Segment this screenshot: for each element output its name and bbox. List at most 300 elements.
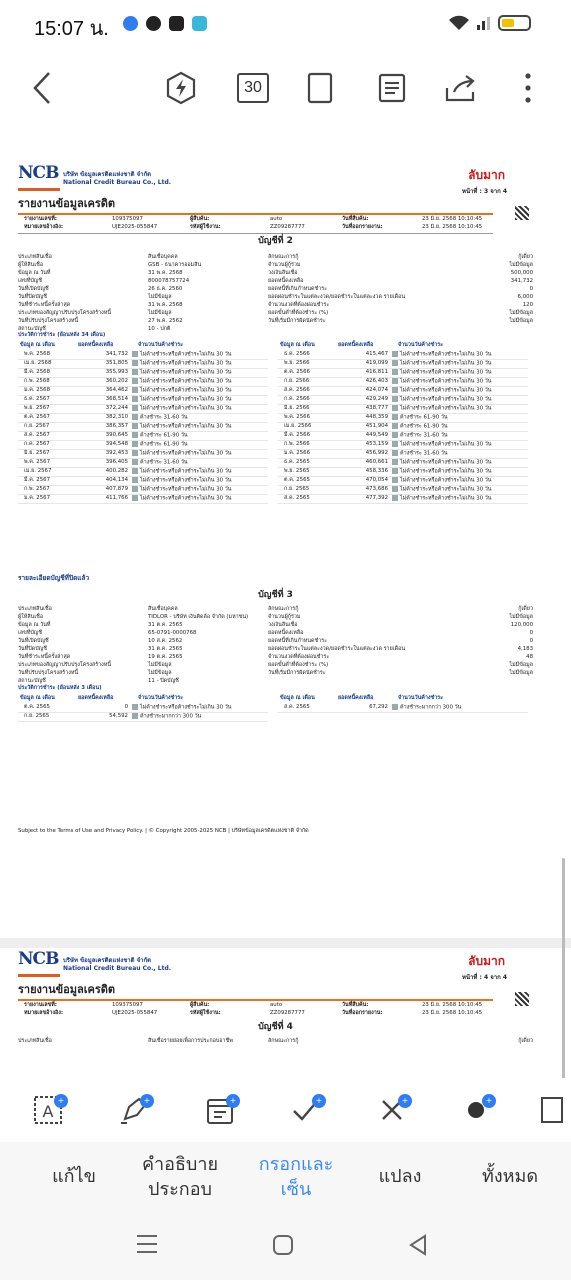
account-2-title: บัญชีที่ 2: [258, 236, 293, 246]
system-nav-bar: [0, 1220, 571, 1280]
detail-label: ยอดผ่อนชำระในแต่ละงวด/ยอดชำระในแต่ละงวด รายเดือน: [268, 646, 406, 652]
table-row: [278, 423, 528, 432]
table-row: [278, 495, 528, 504]
col-month-header: ข้อมูล ณ เดือน: [20, 342, 55, 348]
month-cell: ต.ค. 2567: [24, 414, 50, 420]
detail-value: ไม่มีข้อมูล: [148, 670, 172, 676]
balance-cell: 451,904: [365, 423, 388, 429]
report-header: รายงานเลขที่: 109375097 หมายเลขอ้างอิง: UJE2025-055847 ผู้สืบค้น: auto รหัสผู้ใช้งาน: ZZ09287777 วันที่สืบค้น: 23 มิ.ย. 2568 10:10:45 วันที่ออกรายงาน: 23 มิ.ย. 2568 10:10:45: [24, 216, 483, 230]
month-cell: มี.ค. 2566: [284, 432, 311, 438]
balance-cell: 407,879: [105, 486, 128, 492]
detail-label: ยอดหนี้คงเหลือ: [268, 278, 304, 284]
month-cell: ธ.ค. 2566: [284, 351, 310, 357]
detail-value: 31 ต.ค. 2565: [148, 622, 183, 628]
month-cell: ก.ค. 2566: [284, 396, 310, 402]
detail-label: วันที่ปิดบัญชี: [18, 294, 47, 300]
detail-label: ประเภทสินเชื่อ: [18, 606, 52, 612]
detail-label: วันที่ปรับปรุงโครงสร้างหนี้: [18, 318, 79, 324]
detail-label: วันที่เปิดบัญชี: [18, 286, 49, 292]
ncb-logo: NCB: [18, 949, 59, 969]
month-cell: เม.ย. 2568: [24, 360, 52, 366]
detail-label: ยอดขั้นต่ำที่ต้องชำระ (%): [268, 310, 329, 316]
detail-value: 26 ธ.ค. 2560: [148, 286, 183, 292]
check-tool[interactable]: [288, 1090, 324, 1130]
balance-cell: 368,514: [105, 396, 128, 402]
status-icon: [392, 387, 398, 393]
balance-cell: 386,357: [105, 423, 128, 429]
detail-label: ยอดหนี้ที่เกินกำหนดชำระ: [268, 286, 327, 292]
col-overdue-header: จำนวนวันค้างชำระ: [138, 695, 184, 701]
detail-label: ยอดผ่อนชำระในแต่ละงวด/ยอดชำระในแต่ละงวด รายเดือน: [268, 294, 406, 300]
table-row: [278, 468, 528, 477]
month-cell: ธ.ค. 2567: [24, 396, 50, 402]
date-tool[interactable]: [202, 1090, 238, 1130]
month-cell: ก.ย. 2567: [24, 423, 50, 429]
status-icon: [132, 432, 138, 438]
status-cell: ค้างชำระ 61-90 วัน: [400, 414, 448, 421]
month-cell: ต.ค. 2565: [284, 477, 310, 483]
status-icon: [132, 396, 138, 402]
table-row: [18, 704, 268, 713]
balance-cell: 67,292: [369, 704, 388, 710]
table-row: [278, 477, 528, 486]
balance-cell: 456,992: [365, 450, 388, 456]
status-icon: [132, 414, 138, 420]
month-cell: มี.ค. 2568: [24, 369, 51, 375]
balance-cell: 351,805: [105, 360, 128, 366]
add-badge-icon: +: [140, 1094, 154, 1108]
system-icons: [448, 14, 531, 32]
status-icon: [392, 414, 398, 420]
status-cell: ไม่ค้างชำระหรือค้างชำระไม่เกิน 30 วัน: [140, 486, 232, 493]
detail-value: GSB - ธนาคารออมสิน: [148, 262, 202, 268]
chevron-left-icon: [32, 71, 52, 105]
status-cell: ไม่ค้างชำระหรือค้างชำระไม่เกิน 30 วัน: [140, 468, 232, 475]
detail-label: ผู้ให้สินเชื่อ: [18, 614, 44, 620]
status-icon: [392, 468, 398, 474]
detail-value: 6,000: [517, 294, 533, 300]
status-cell: ค้างชำระมากกว่า 300 วัน: [400, 704, 462, 711]
status-cell: ไม่ค้างชำระหรือค้างชำระไม่เกิน 30 วัน: [140, 360, 232, 367]
detail-value: ไม่มีข้อมูล: [148, 310, 172, 316]
report-page-3: [14, 148, 537, 938]
status-cell: ค้างชำระ 61-90 วัน: [140, 441, 188, 448]
table-row: [278, 387, 528, 396]
detail-label: วันที่เริ่มมีการผิดนัดชำระ: [268, 318, 326, 324]
share-button[interactable]: [441, 66, 481, 110]
table-row: [278, 704, 528, 713]
table-row: [18, 414, 268, 423]
balance-cell: 419,099: [365, 360, 388, 366]
month-cell: ส.ค. 2566: [284, 387, 310, 393]
status-icon: [392, 450, 398, 456]
balance-cell: 404,134: [105, 477, 128, 483]
balance-cell: 448,359: [365, 414, 388, 420]
month-cell: ธ.ค. 2565: [284, 459, 310, 465]
balance-cell: 416,811: [365, 369, 388, 375]
status-cell: ค้างชำระมากกว่า 300 วัน: [140, 713, 202, 720]
detail-value: 10 ส.ค. 2562: [148, 638, 183, 644]
home-square-icon: [272, 1234, 294, 1256]
month-cell: ส.ค. 2565: [284, 704, 310, 710]
status-cell: ค้างชำระ 61-90 วัน: [140, 432, 188, 439]
account-4-title: บัญชีที่ 4: [258, 1022, 293, 1032]
detail-label: เลขที่บัญชี: [18, 278, 43, 284]
table-row: [18, 369, 268, 378]
closed-accounts-title: รายละเอียดบัญชีที่ปิดแล้ว: [18, 574, 90, 582]
balance-cell: 424,074: [365, 387, 388, 393]
balance-cell: 458,336: [365, 468, 388, 474]
status-icon: [132, 378, 138, 384]
status-cell: ไม่ค้างชำระหรือค้างชำระไม่เกิน 30 วัน: [400, 396, 492, 403]
lightning-hex-icon: [165, 71, 197, 105]
detail-label: ข้อมูล ณ วันที่: [18, 622, 51, 628]
table-row: [18, 387, 268, 396]
status-icon: [132, 387, 138, 393]
status-cell: ค้างชำระ 31-60 วัน: [140, 459, 188, 466]
status-icon: [132, 495, 138, 501]
col-overdue-header: จำนวนวันค้างชำระ: [138, 342, 184, 348]
status-icon: [392, 360, 398, 366]
detail-label: วันที่เริ่มมีการผิดนัดชำระ: [268, 670, 326, 676]
fit-screen-button[interactable]: [300, 66, 340, 110]
detail-label: วงเงินสินเชื่อ: [268, 270, 298, 276]
home-button[interactable]: [272, 1234, 294, 1260]
status-cell: ไม่ค้างชำระหรือค้างชำระไม่เกิน 30 วัน: [140, 387, 232, 394]
back-nav-button[interactable]: [408, 1234, 428, 1260]
detail-label: ประเภทสินเชื่อ: [18, 254, 52, 260]
col-overdue-header: จำนวนวันค้างชำระ: [398, 342, 444, 348]
divider: [18, 999, 493, 1001]
mode-tabs: [0, 1142, 571, 1220]
table-row: [278, 459, 528, 468]
balance-cell: 438,777: [365, 405, 388, 411]
recents-button[interactable]: [136, 1234, 158, 1258]
month-cell: พ.ย. 2566: [284, 360, 310, 366]
month-cell: ส.ค. 2565: [284, 495, 310, 501]
table-row: [18, 360, 268, 369]
status-cell: ไม่ค้างชำระหรือค้างชำระไม่เกิน 30 วัน: [400, 477, 492, 484]
month-cell: ต.ค. 2566: [284, 369, 310, 375]
ai-tool-button[interactable]: [161, 66, 201, 110]
clock: 15:07 น.: [34, 18, 109, 40]
status-cell: ค้างชำระ 61-90 วัน: [400, 423, 448, 430]
status-icon: [392, 378, 398, 384]
back-triangle-icon: [408, 1234, 428, 1256]
col-balance-header: ยอดหนี้คงเหลือ: [78, 695, 114, 701]
status-icon: [132, 360, 138, 366]
status-icon: [392, 441, 398, 447]
detail-label: จำนวนงวดที่ต้องผ่อนชำระ: [268, 302, 330, 308]
detail-value: 120: [522, 302, 533, 308]
status-cell: ไม่ค้างชำระหรือค้างชำระไม่เกิน 30 วัน: [400, 360, 492, 367]
detail-value: สินเชื่อบุคคล: [148, 254, 178, 260]
back-button[interactable]: [24, 66, 60, 110]
page-count: 30: [237, 73, 269, 103]
status-cell: ไม่ค้างชำระหรือค้างชำระไม่เกิน 30 วัน: [400, 351, 492, 358]
status-cell: ไม่ค้างชำระหรือค้างชำระไม่เกิน 30 วัน: [400, 378, 492, 385]
detail-value: 11 - ปิดบัญชี: [148, 678, 179, 684]
detail-value: ไม่มีข้อมูล: [509, 670, 533, 676]
balance-cell: 360,202: [105, 378, 128, 384]
tab-all[interactable]: ทั้งหมด: [481, 1166, 539, 1187]
status-icon: [392, 486, 398, 492]
status-icon: [132, 369, 138, 375]
tab-convert[interactable]: แปลง: [378, 1166, 422, 1187]
month-cell: มิ.ย. 2567: [24, 450, 50, 456]
col-balance-header: ยอดหนี้คงเหลือ: [78, 342, 114, 348]
status-cell: ไม่ค้างชำระหรือค้างชำระไม่เกิน 30 วัน: [400, 459, 492, 466]
status-icon: [392, 495, 398, 501]
status-cell: ไม่ค้างชำระหรือค้างชำระไม่เกิน 30 วัน: [140, 423, 232, 430]
page-number: หน้าที่ : 4 จาก 4: [461, 974, 507, 981]
table-row: [278, 396, 528, 405]
balance-cell: 470,054: [365, 477, 388, 483]
month-cell: มี.ค. 2567: [24, 477, 51, 483]
detail-value: สินเชื่อบุคคล: [148, 606, 178, 612]
detail-value: 65-0791-0000768: [148, 630, 197, 636]
table-row: [278, 450, 528, 459]
table-row: [278, 414, 528, 423]
status-cell: ไม่ค้างชำระหรือค้างชำระไม่เกิน 30 วัน: [400, 486, 492, 493]
balance-cell: 400,282: [105, 468, 128, 474]
table-row: [18, 495, 268, 504]
shop-icon: [169, 16, 184, 31]
viewer-toolbar: [0, 58, 571, 122]
confidential-label: ลับมาก: [468, 954, 505, 968]
balance-cell: 460,661: [365, 459, 388, 465]
month-cell: ก.พ. 2567: [24, 486, 50, 492]
detail-value: ไม่มีข้อมูล: [509, 662, 533, 668]
status-cell: ค้างชำระ 31-60 วัน: [140, 414, 188, 421]
qr-code: [515, 206, 529, 220]
signature-tool[interactable]: [116, 1090, 152, 1130]
tab-fill-sign[interactable]: กรอกและ เซ็น: [258, 1154, 334, 1200]
detail-value: 0: [529, 286, 533, 292]
detail-label: ลักษณะการกู้: [268, 254, 299, 260]
month-cell: เม.ย. 2566: [284, 423, 312, 429]
month-cell: ก.พ. 2568: [24, 378, 50, 384]
detail-value: 500,000: [510, 270, 533, 276]
table-row: [18, 459, 268, 468]
balance-cell: 390,645: [105, 432, 128, 438]
month-cell: ก.พ. 2566: [284, 441, 310, 447]
balance-cell: 392,453: [105, 450, 128, 456]
scrollbar[interactable]: [562, 858, 565, 1078]
cross-tool[interactable]: [374, 1090, 410, 1130]
menu-lines-icon: [136, 1234, 158, 1254]
month-cell: ม.ค. 2566: [284, 450, 311, 456]
table-row: [18, 441, 268, 450]
table-row: [18, 450, 268, 459]
table-row: [18, 405, 268, 414]
status-bar: [0, 0, 571, 52]
balance-cell: 477,392: [365, 495, 388, 501]
month-cell: พ.ย. 2565: [284, 468, 310, 474]
detail-value: 19 ต.ค. 2565: [148, 654, 183, 660]
report-page-4: NCB บริษัท ข้อมูลเครดิตแห่งชาติ จำกัด National Credit Bureau Co., Ltd. ลับมาก หน้าที่ : 4 จาก 4 รายงานข้อมูลเครดิต รายงานเลขที่: 109375097 หมายเลขอ้างอิง: UJE2025-055847 ผู้สืบค้น: auto รหัสผู้ใช้งาน: ZZ09287777 วันที่สืบค้น: 23 มิ.ย. 2568 10:10:45 วันที่ออกรายงาน: 23 มิ.ย. 2568 10:10:45 บัญชีที่ 4 ประเภทสินเชื่อ สินเชื่อรายย่อยเพื่อการประกอบอาชีพ ลักษณะการกู้ กู้เดี่ยว: [14, 956, 537, 1078]
reading-mode-button[interactable]: [372, 66, 412, 110]
detail-label: วันที่ปรับปรุงโครงสร้างหนี้: [18, 670, 79, 676]
month-cell: ส.ค. 2567: [24, 432, 50, 438]
table-row: [18, 423, 268, 432]
table-row: [278, 486, 528, 495]
detail-label: ผู้ให้สินเชื่อ: [18, 262, 44, 268]
fit-screen-icon: [307, 72, 333, 104]
status-cell: ไม่ค้างชำระหรือค้างชำระไม่เกิน 30 วัน: [400, 441, 492, 448]
status-icon: [392, 423, 398, 429]
detail-value: 0: [529, 630, 533, 636]
wifi-icon: [448, 14, 470, 32]
svg-text:A: A: [42, 1102, 54, 1121]
status-icon: [132, 459, 138, 465]
table-row: [18, 477, 268, 486]
text-box-tool[interactable]: [30, 1090, 66, 1130]
app-notification-icon: [123, 16, 138, 31]
document-icon: [378, 73, 406, 103]
status-cell: ไม่ค้างชำระหรือค้างชำระไม่เกิน 30 วัน: [140, 369, 232, 376]
add-badge-icon: +: [398, 1094, 412, 1108]
month-cell: พ.ค. 2568: [24, 351, 51, 357]
balance-cell: 382,310: [105, 414, 128, 420]
status-icon: [132, 477, 138, 483]
detail-value: กู้เดี่ยว: [518, 254, 533, 260]
status-cell: ค้างชำระ 31-60 วัน: [400, 432, 448, 439]
detail-value: 10 - ปกติ: [148, 326, 171, 332]
payment-history-title-3: ประวัติการชำระ (ย้อนหลัง 3 เดือน): [18, 685, 102, 691]
balance-cell: 372,244: [105, 405, 128, 411]
detail-label: ลักษณะการกู้: [268, 606, 299, 612]
col-overdue-header: จำนวนวันค้างชำระ: [398, 695, 444, 701]
table-row: [18, 378, 268, 387]
col-month-header: ข้อมูล ณ เดือน: [20, 695, 55, 701]
add-badge-icon: +: [54, 1094, 68, 1108]
table-row: [278, 351, 528, 360]
document-viewer[interactable]: [0, 148, 571, 1078]
company-name: บริษัท ข้อมูลเครดิตแห่งชาติ จำกัด National Credit Bureau Co., Ltd.: [63, 171, 172, 186]
more-tool[interactable]: [540, 1090, 564, 1130]
detail-label: วันที่ชำระหนี้ครั้งล่าสุด: [18, 654, 71, 660]
status-icon: [132, 351, 138, 357]
table-row: [18, 432, 268, 441]
detail-value: ไม่มีข้อมูล: [148, 294, 172, 300]
dot-tool[interactable]: [458, 1090, 494, 1130]
detail-value: 48: [526, 654, 533, 660]
detail-value: 341,732: [510, 278, 533, 284]
status-icon: [132, 405, 138, 411]
report-header: รายงานเลขที่: 109375097 หมายเลขอ้างอิง: UJE2025-055847 ผู้สืบค้น: auto รหัสผู้ใช้งาน: ZZ09287777 วันที่สืบค้น: 23 มิ.ย. 2568 10:10:45 วันที่ออกรายงาน: 23 มิ.ย. 2568 10:10:45: [24, 1002, 483, 1016]
status-icon: [392, 405, 398, 411]
balance-cell: 394,548: [105, 441, 128, 447]
col-balance-header: ยอดหนี้คงเหลือ: [338, 342, 374, 348]
share-icon: [444, 74, 478, 102]
detail-value: 4,183: [517, 646, 533, 652]
tab-edit[interactable]: แก้ไข: [52, 1166, 96, 1187]
table-row: [278, 405, 528, 414]
detail-value: 800078757724: [148, 278, 190, 284]
status-icon: [132, 704, 138, 710]
status-cell: ไม่ค้างชำระหรือค้างชำระไม่เกิน 30 วัน: [400, 468, 492, 475]
status-cell: ไม่ค้างชำระหรือค้างชำระไม่เกิน 30 วัน: [140, 495, 232, 502]
status-cell: ไม่ค้างชำระหรือค้างชำระไม่เกิน 30 วัน: [400, 369, 492, 376]
line-icon: [146, 16, 161, 31]
table-row: [18, 713, 268, 722]
balance-cell: 429,249: [365, 396, 388, 402]
ncb-logo: NCB: [18, 163, 59, 183]
status-icon: [132, 423, 138, 429]
month-cell: พ.ค. 2567: [24, 459, 51, 465]
detail-label: ข้อมูล ณ วันที่: [18, 270, 51, 276]
detail-label: ประเภทของสัญญาปรับปรุงโครงสร้างหนี้: [18, 662, 112, 668]
status-icon: [132, 486, 138, 492]
detail-value: 31 พ.ค. 2568: [148, 270, 183, 276]
detail-label: เลขที่บัญชี: [18, 630, 43, 636]
balance-cell: 411,766: [105, 495, 128, 501]
month-cell: ก.ย. 2566: [284, 378, 310, 384]
detail-value: 27 พ.ค. 2562: [148, 318, 183, 324]
detail-label: วันที่เปิดบัญชี: [18, 638, 49, 644]
status-cell: ไม่ค้างชำระหรือค้างชำระไม่เกิน 30 วัน: [400, 387, 492, 394]
more-options-button[interactable]: [515, 66, 541, 110]
status-icon: [392, 477, 398, 483]
battery-icon: [498, 15, 531, 31]
account-3-title: บัญชีที่ 3: [258, 590, 293, 600]
table-row: [278, 369, 528, 378]
detail-value: 31 ต.ค. 2565: [148, 646, 183, 652]
balance-cell: 54,592: [109, 713, 128, 719]
detail-label: จำนวนผู้กู้ร่วม: [268, 262, 301, 268]
month-cell: ก.ย. 2565: [284, 486, 310, 492]
add-badge-icon: +: [312, 1094, 326, 1108]
status-cell: ไม่ค้างชำระหรือค้างชำระไม่เกิน 30 วัน: [400, 405, 492, 412]
tab-annotate[interactable]: คำอธิบาย ประกอบ: [141, 1154, 219, 1200]
detail-label: ยอดหนี้คงเหลือ: [268, 630, 304, 636]
month-cell: ม.ค. 2568: [24, 387, 51, 393]
month-cell: ก.ค. 2567: [24, 441, 50, 447]
logo-underline: [18, 974, 60, 977]
qr-code: [515, 992, 529, 1006]
detail-value: TIDLOR - บริษัท เงินติดล้อ จำกัด (มหาชน): [148, 614, 249, 620]
status-icon: [392, 396, 398, 402]
status-icon: [392, 351, 398, 357]
detail-label: จำนวนงวดที่ต้องผ่อนชำระ: [268, 654, 330, 660]
page-gap: [0, 938, 571, 948]
page-number: หน้าที่ : 3 จาก 4: [461, 188, 507, 195]
payment-history-title: ประวัติการชำระ (ย้อนหลัง 34 เดือน): [18, 332, 106, 338]
detail-value: ไม่มีข้อมูล: [509, 310, 533, 316]
detail-label: วงเงินสินเชื่อ: [268, 622, 298, 628]
balance-cell: 341,732: [105, 351, 128, 357]
confidential-label: ลับมาก: [468, 168, 505, 182]
status-cell: ไม่ค้างชำระหรือค้างชำระไม่เกิน 30 วัน: [140, 450, 232, 457]
status-cell: ไม่ค้างชำระหรือค้างชำระไม่เกิน 30 วัน: [140, 351, 232, 358]
balance-cell: 453,159: [365, 441, 388, 447]
table-row: [278, 360, 528, 369]
report-title: รายงานข้อมูลเครดิต: [18, 197, 116, 210]
detail-value: 120,000: [510, 622, 533, 628]
page-count-button[interactable]: [234, 66, 272, 110]
balance-cell: 426,403: [365, 378, 388, 384]
more-vertical-icon: [525, 73, 531, 103]
detail-value: ไม่มีข้อมูล: [509, 318, 533, 324]
detail-value: ไม่มีข้อมูล: [509, 262, 533, 268]
table-row: [18, 468, 268, 477]
balance-cell: 0: [124, 704, 128, 710]
detail-value: ไม่มีข้อมูล: [148, 662, 172, 668]
detail-value: กู้เดี่ยว: [518, 606, 533, 612]
partial-tool-icon: [541, 1097, 563, 1123]
logo-underline: [18, 188, 60, 191]
